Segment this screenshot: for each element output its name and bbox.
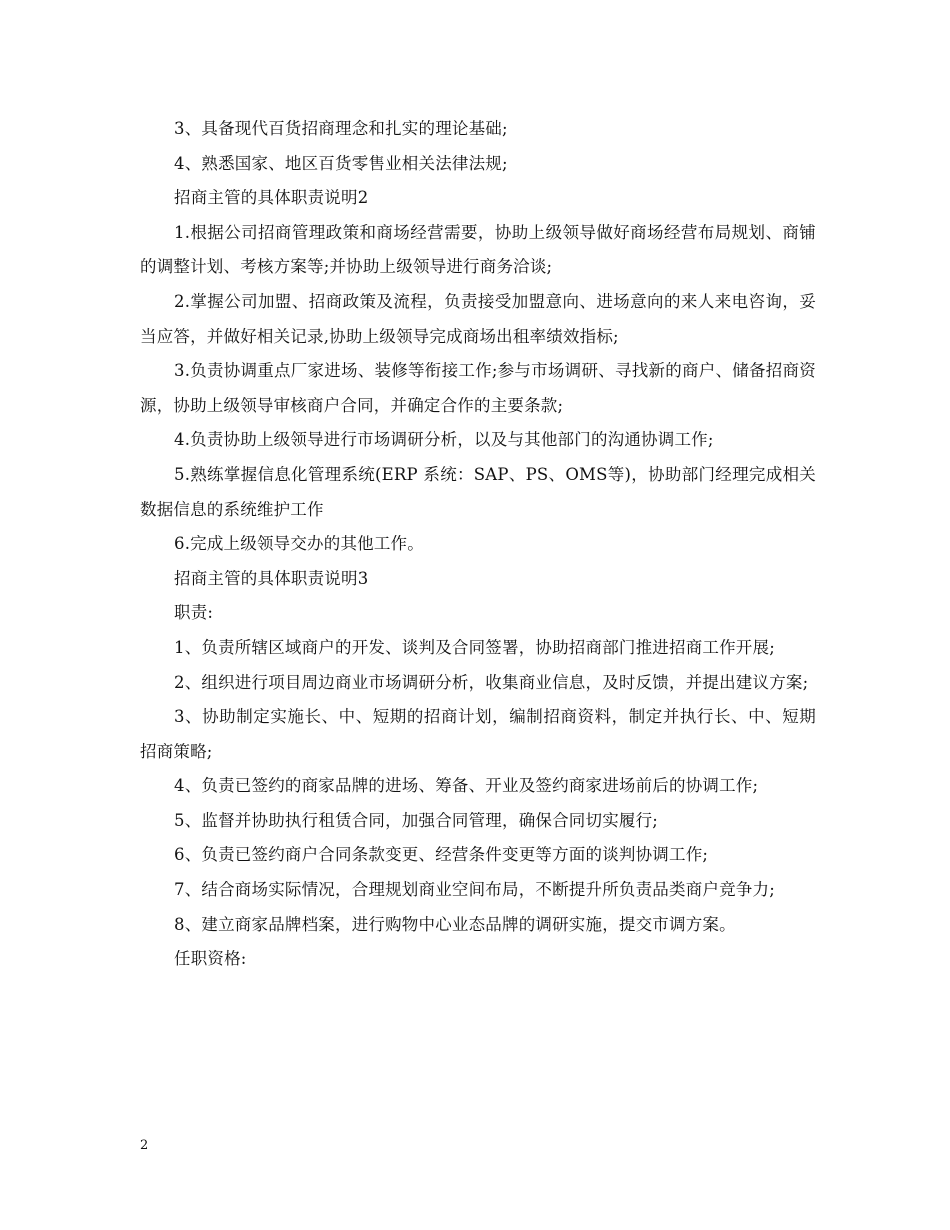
paragraph: 5、监督并协助执行租赁合同，加强合同管理，确保合同切实履行;	[174, 810, 659, 830]
page-number: 2	[140, 1138, 149, 1153]
paragraph: 4.负责协助上级领导进行市场调研分析，以及与其他部门的沟通协调工作;	[174, 430, 714, 450]
section-heading: 招商主管的具体职责说明2	[174, 188, 369, 208]
paragraph: 5.熟练掌握信息化管理系统(ERP 系统：SAP、PS、OMS等)，协助部门经理完成相关数据信息的系统维护工作	[140, 464, 816, 519]
document-body	[140, 112, 816, 977]
paragraph: 7、结合商场实际情况，合理规划商业空间布局，不断提升所负责品类商户竞争力;	[174, 880, 775, 900]
subheading: 任职资格:	[174, 949, 247, 969]
section-heading: 招商主管的具体职责说明3	[174, 568, 369, 588]
paragraph: 8、建立商家品牌档案，进行购物中心业态品牌的调研实施，提交市调方案。	[174, 914, 736, 934]
paragraph: 3.负责协调重点厂家进场、装修等衔接工作;参与市场调研、寻找新的商户、储备招商资源，协助上级领导审核商户合同，并确定合作的主要条款;	[140, 361, 816, 415]
paragraph: 2、组织进行项目周边商业市场调研分析，收集商业信息，及时反馈，并提出建议方案;	[174, 672, 809, 692]
paragraph: 4、熟悉国家、地区百货零售业相关法律法规;	[174, 153, 508, 173]
paragraph: 1.根据公司招商管理政策和商场经营需要，协助上级领导做好商场经营布局规划、商铺的调整计划、考核方案等;并协助上级领导进行商务洽谈;	[140, 222, 816, 277]
paragraph: 6.完成上级领导交办的其他工作。	[174, 534, 424, 554]
paragraph: 2.掌握公司加盟、招商政策及流程，负责接受加盟意向、进场意向的来人来电咨询，妥当应答，并做好相关记录,协助上级领导完成商场出租率绩效指标;	[140, 291, 816, 346]
paragraph: 4、负责已签约的商家品牌的进场、筹备、开业及签约商家进场前后的协调工作;	[174, 776, 759, 796]
paragraph: 3、协助制定实施长、中、短期的招商计划，编制招商资料，制定并执行长、中、短期招商策略;	[140, 707, 816, 761]
paragraph: 6、负责已签约商户合同条款变更、经营条件变更等方面的谈判协调工作;	[174, 845, 709, 865]
subheading: 职责:	[174, 603, 214, 623]
paragraph: 3、具备现代百货招商理念和扎实的理论基础;	[174, 119, 508, 138]
paragraph: 1、负责所辖区域商户的开发、谈判及合同签署，协助招商部门推进招商工作开展;	[174, 637, 775, 657]
